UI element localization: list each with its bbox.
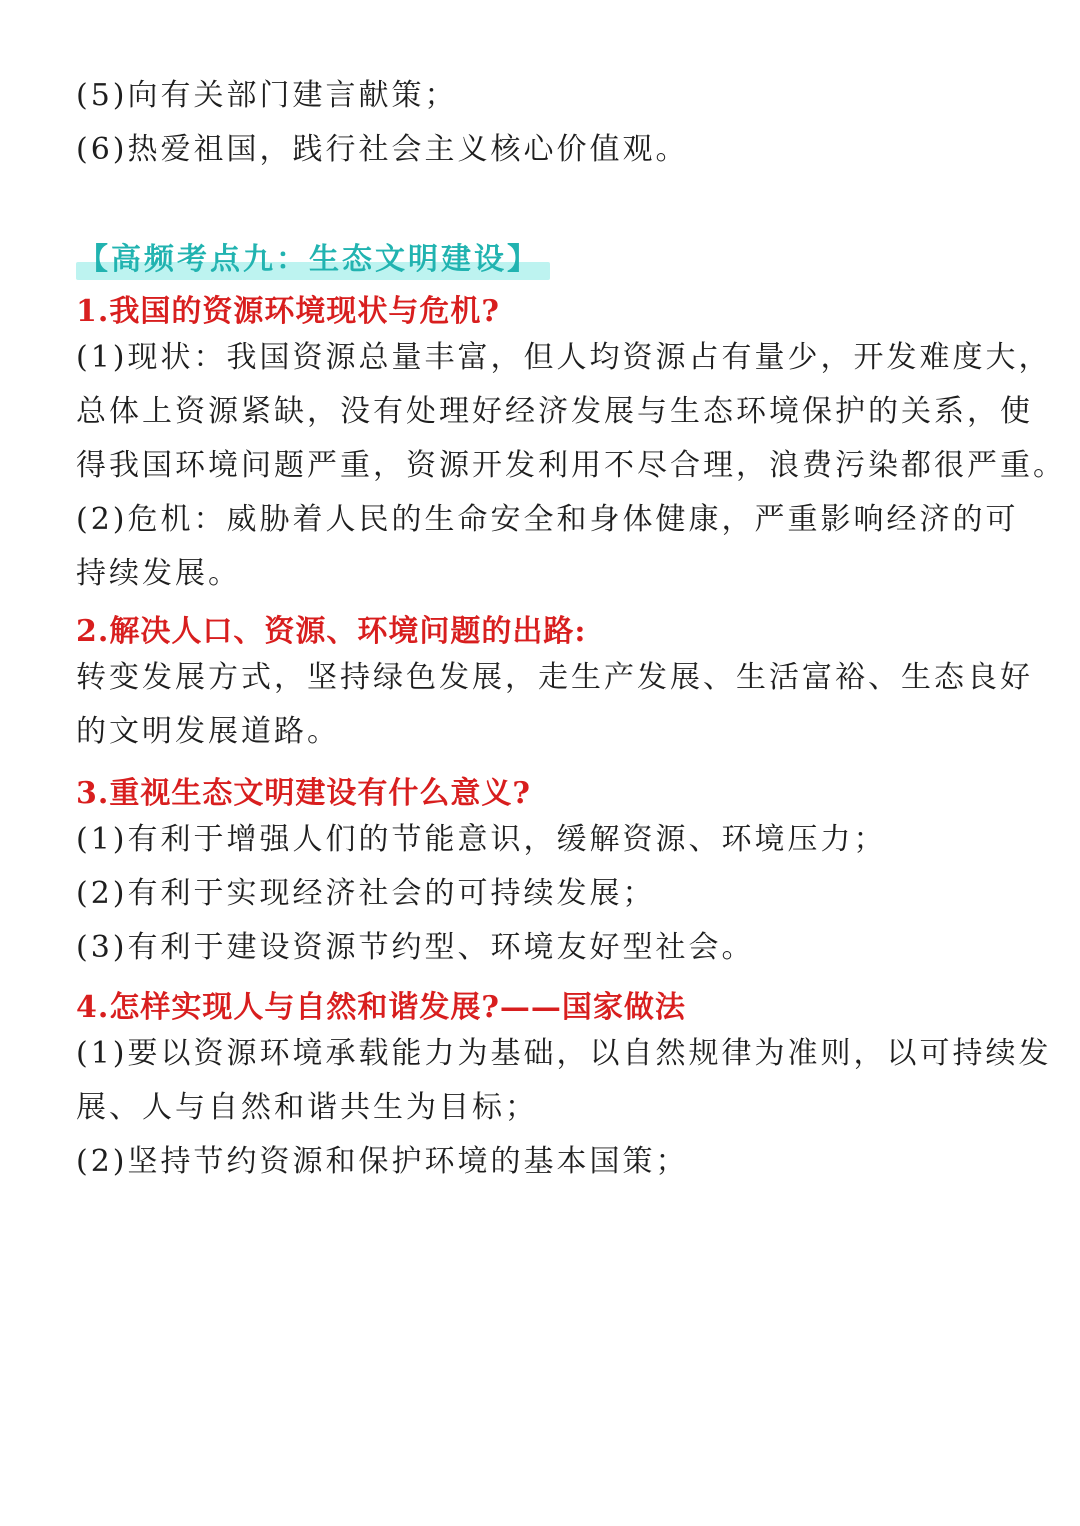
question-heading-1: 1.我国的资源环境现状与危机? bbox=[76, 294, 500, 329]
list-item: (2)有利于实现经济社会的可持续发展； bbox=[76, 876, 656, 911]
list-item: (1)有利于增强人们的节能意识，缓解资源、环境压力； bbox=[76, 822, 887, 857]
list-item: (6)热爱祖国，践行社会主义核心价值观。 bbox=[76, 132, 689, 167]
paragraph-line: 总体上资源紧缺，没有处理好经济发展与生态环境保护的关系，使 bbox=[76, 394, 1033, 429]
paragraph-line: (1)要以资源环境承载能力为基础，以自然规律为准则，以可持续发 bbox=[76, 1036, 1052, 1071]
paragraph-line: 得我国环境问题严重，资源开发利用不尽合理，浪费污染都很严重。 bbox=[76, 448, 1066, 483]
list-item: (2)坚持节约资源和保护环境的基本国策； bbox=[76, 1144, 689, 1179]
question-heading-3: 3.重视生态文明建设有什么意义? bbox=[76, 776, 531, 811]
question-heading-4: 4.怎样实现人与自然和谐发展?——国家做法 bbox=[76, 990, 686, 1025]
paragraph-line: 转变发展方式，坚持绿色发展，走生产发展、生活富裕、生态良好 bbox=[76, 660, 1033, 695]
section-banner bbox=[72, 238, 550, 282]
paragraph-line: 持续发展。 bbox=[76, 556, 241, 591]
section-title: 【高频考点九：生态文明建设】 bbox=[78, 242, 540, 277]
list-item: (3)有利于建设资源节约型、环境友好型社会。 bbox=[76, 930, 755, 965]
paragraph-line: (1)现状：我国资源总量丰富，但人均资源占有量少，开发难度大， bbox=[76, 340, 1052, 375]
paragraph-line: 的文明发展道路。 bbox=[76, 714, 340, 749]
question-heading-2: 2.解决人口、资源、环境问题的出路: bbox=[76, 614, 587, 649]
list-item: (5)向有关部门建言献策； bbox=[76, 78, 458, 113]
paragraph-line: 展、人与自然和谐共生为目标； bbox=[76, 1090, 538, 1125]
paragraph-line: (2)危机：威胁着人民的生命安全和身体健康，严重影响经济的可 bbox=[76, 502, 1019, 537]
